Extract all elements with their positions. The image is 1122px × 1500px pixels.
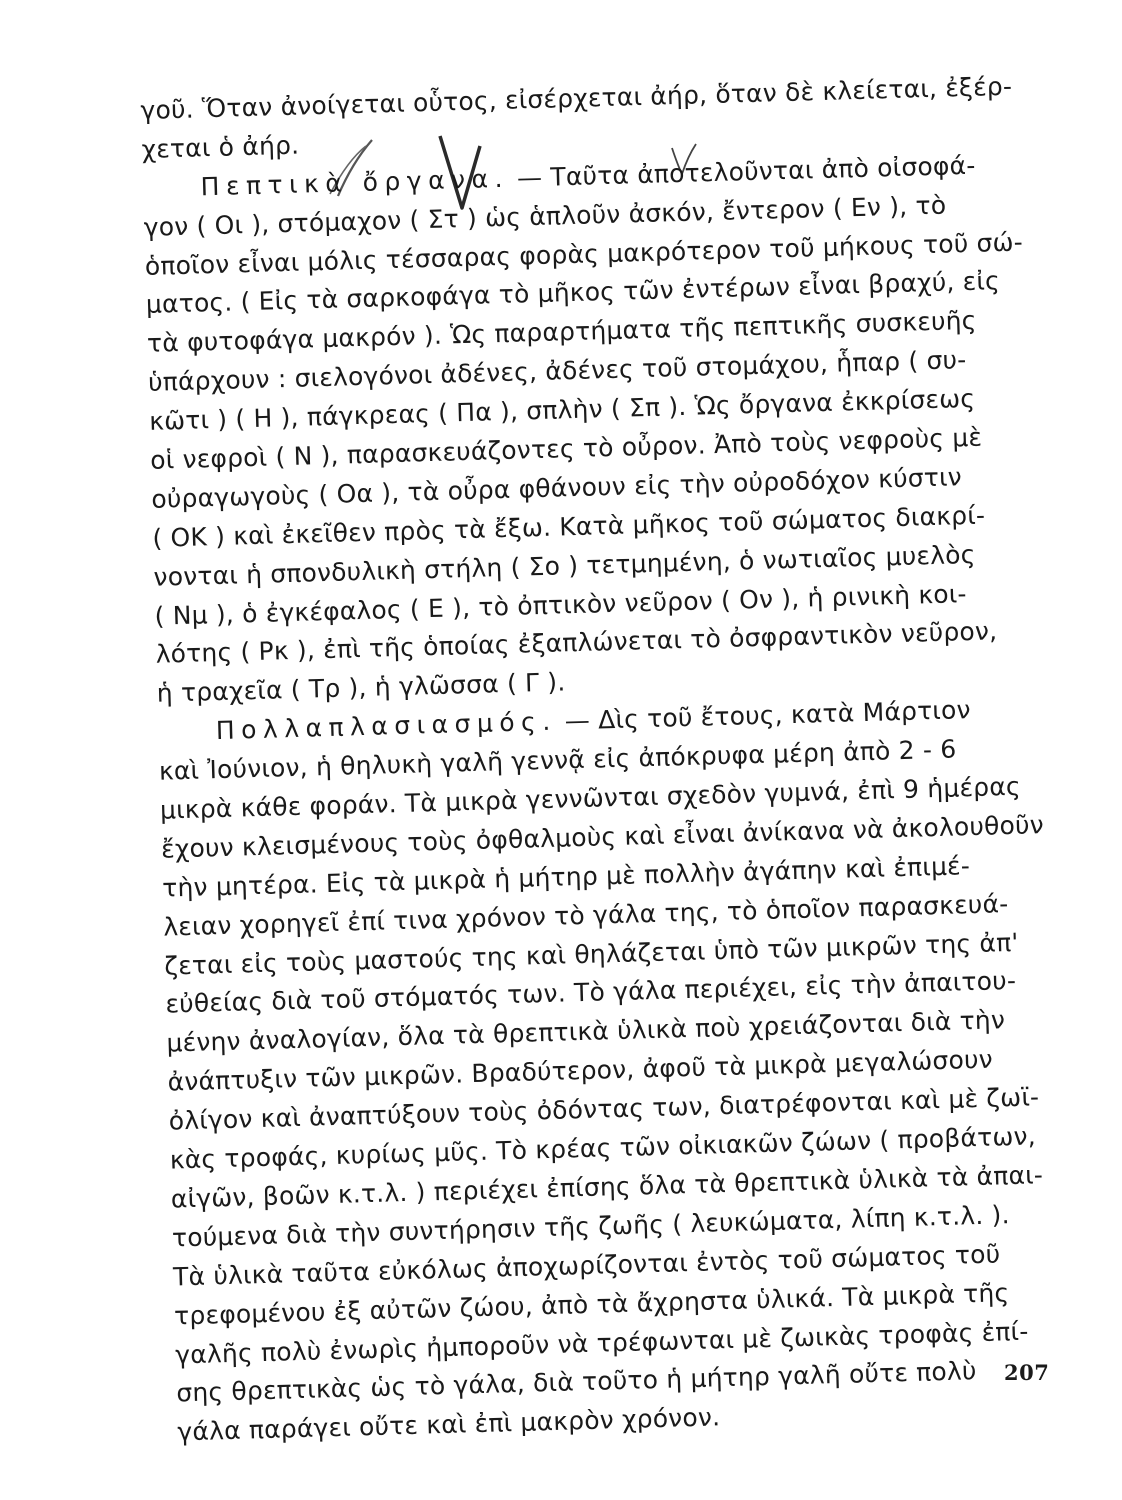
text-line: τρεφομένου ἐξ αὐτῶν ζώου, ἀπὸ τὰ ἄχρηστα ὑλικά. Τὰ μικρὰ τῆς <box>173 1277 1010 1331</box>
text-line: γαλῆς πολὺ ἐνωρὶς ἠμποροῦν νὰ τρέφωνται μὲ ζωικὰς τροφὰς ἐπί- <box>174 1316 1029 1370</box>
text-line: καὶ Ἰούνιον, ἡ θηλυκὴ γαλῆ γεννᾷ εἰς ἀπόκρυφα μέρη ἀπὸ 2 - 6 <box>158 734 957 786</box>
text-line: ἀνάπτυξιν τῶν μικρῶν. Βραδύτερον, ἀφοῦ τὰ μικρὰ μεγαλώσουν <box>167 1044 994 1097</box>
text-line: ματος. ( Εἰς τὰ σαρκοφάγα τὸ μῆκος τῶν ἐντέρων εἶναι βραχύ, εἰς <box>145 266 1001 320</box>
text-line: κῶτι ) ( Η ), πάγκρεας ( Πα ), σπλὴν ( Σπ ). Ὡς ὄργανα ἐκκρίσεως <box>148 383 976 436</box>
text-line: γον ( Οι ), στόμαχον ( Στ ) ὡς ἁπλοῦν ἀσκόν, ἔντερον ( Εν ), τὸ <box>143 190 947 242</box>
page-number: 207 <box>1004 1360 1050 1385</box>
text-line: γάλα παράγει οὔτε καὶ ἐπὶ μακρὸν χρόνον. <box>177 1402 721 1447</box>
text-line: εὐθείας διὰ τοῦ στόματός των. Τὸ γάλα περιέχει, εἰς τὴν ἀπαιτου- <box>165 966 1017 1020</box>
text-line: νονται ἡ σπονδυλικὴ στήλη ( Σο ) τετμημένη, ὁ νωτιαῖος μυελὸς <box>153 539 976 592</box>
text-line: μικρὰ κάθε φοράν. Τὰ μικρὰ γεννῶνται σχεδὸν γυμνά, ἐπὶ 9 ἡμέρας <box>159 771 1022 825</box>
text-line: ( Νμ ), ὁ ἐγκέφαλος ( Ε ), τὸ ὀπτικὸν νεῦρον ( Ον ), ἡ ρινικὴ κοι- <box>154 578 968 631</box>
text-line: ὑπάρχουν : σιελογόνοι ἀδένες, ἀδένες τοῦ στομάχου, ἧπαρ ( συ- <box>147 345 967 398</box>
text-line: τὴν μητέρα. Εἰς τὰ μικρὰ ἡ μήτηρ μὲ πολλὴν ἀγάπην καὶ ἐπιμέ- <box>161 850 971 903</box>
text-line: χεται ὁ ἀήρ. <box>141 130 300 164</box>
text-fragment: — Ταῦτα ἀποτελοῦνται ἀπὸ οἰσοφά- <box>508 150 976 193</box>
text-line: κὰς τροφάς, κυρίως μῦς. Τὸ κρέας τῶν οἰκιακῶν ζώων ( προβάτων, <box>169 1121 1037 1175</box>
text-line: τούμενα διὰ τὴν συντήρησιν τῆς ζωῆς ( λευκώματα, λίπη κ.τ.λ. ). <box>171 1199 1011 1253</box>
text-line: μένην ἀναλογίαν, ὅλα τὰ θρεπτικὰ ὑλικὰ ποὺ χρειάζονται διὰ τὴν <box>166 1005 1006 1058</box>
text-line: οἱ νεφροὶ ( Ν ), παρασκευάζοντες τὸ οὖρον. Ἀπὸ τοὺς νεφροὺς μὲ <box>149 422 983 475</box>
body-text <box>140 67 1078 1453</box>
text-line: λότης ( Ρκ ), ἐπὶ τῆς ὁποίας ἐξαπλώνεται τὸ ὀσφραντικὸν νεῦρον, <box>155 616 998 670</box>
text-line: ( ΟΚ ) καὶ ἐκεῖθεν πρὸς τὰ ἔξω. Κατὰ μῆκος τοῦ σώματος διακρί- <box>152 500 986 553</box>
text-line: αἰγῶν, βοῶν κ.τ.λ. ) περιέχει ἐπίσης ὅλα τὰ θρεπτικὰ ὑλικὰ τὰ ἀπαι- <box>170 1160 1044 1214</box>
text-line: ὀλίγον καὶ ἀναπτύξουν τοὺς ὀδόντας των, διατρέφονται καὶ μὲ ζωϊ- <box>168 1082 1040 1136</box>
section-heading-digestive: Πεπτικὰ ὄργανα. <box>200 163 510 202</box>
text-line: ἡ τραχεῖα ( Τρ ), ἡ γλῶσσα ( Γ ). <box>156 667 566 709</box>
text-line: λειαν χορηγεῖ ἐπί τινα χρόνον τὸ γάλα της, τὸ ὁποῖον παρασκευά- <box>162 888 1009 942</box>
text-line: γοῦ. Ὅταν ἀνοίγεται οὗτος, εἰσέρχεται ἀήρ, ὅταν δὲ κλείεται, ἐξέρ- <box>140 71 1013 125</box>
text-line: ἔχουν κλεισμένους τοὺς ὀφθαλμοὺς καὶ εἶναι ἀνίκανα νὰ ἀκολουθοῦν <box>160 809 1045 864</box>
text-line: οὐραγωγοὺς ( Οα ), τὰ οὖρα φθάνουν εἰς τὴν οὐροδόχον κύστιν <box>150 462 963 514</box>
text-line: Τὰ ὑλικὰ ταῦτα εὐκόλως ἀποχωρίζονται ἐντὸς τοῦ σώματος τοῦ <box>172 1239 1001 1292</box>
section-heading-reproduction: Πολλαπλασιασμός. <box>215 706 558 746</box>
text-fragment: — Δὶς τοῦ ἔτους, κατὰ Μάρτιον <box>556 695 972 736</box>
text-line: σης θρεπτικὰς ὡς τὸ γάλα, διὰ τοῦτο ἡ μήτηρ γαλῆ οὔτε πολὺ <box>175 1356 978 1408</box>
text-line: τὰ φυτοφάγα μακρόν ). Ὡς παραρτήματα τῆς πεπτικῆς συσκευῆς <box>146 306 977 359</box>
text-line: ὁποῖον εἶναι μόλις τέσσαρας φορὰς μακρότερον τοῦ μήκους τοῦ σώ- <box>144 226 1024 281</box>
text-line: ζεται εἰς τοὺς μαστούς της καὶ θηλάζεται ὑπὸ τῶν μικρῶν της ἀπ' <box>164 927 1019 981</box>
